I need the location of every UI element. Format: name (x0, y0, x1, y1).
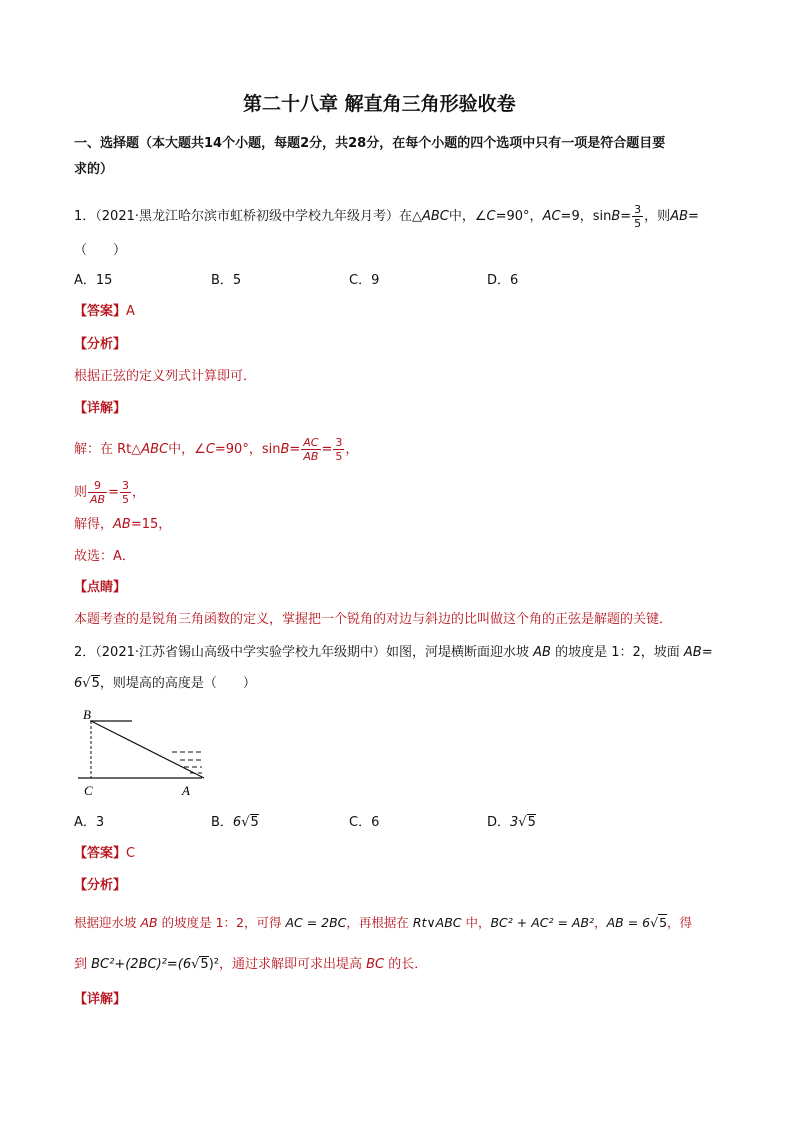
q1-option-c: C．9 (349, 273, 380, 288)
q2-option-a: A．3 (74, 815, 105, 830)
q1-detail-label: 【详解】 (74, 401, 127, 416)
answer-label: 【答案】 (74, 846, 127, 861)
q1-detail-line2: 则 $\frac{9}{AB}$ = $\frac{3}{5}$ ， (74, 479, 146, 506)
slope-line (91, 721, 204, 778)
q2-detail-label: 【详解】 (74, 992, 127, 1007)
q1-comment: 本题考查的是锐角三角函数的定义，掌握把一个锐角的对边与斜边的比叫做这个角的正弦是解题的关键． (74, 612, 673, 627)
q2-analysis-label: 【分析】 (74, 878, 127, 893)
q2-option-d: D．3√5 (487, 815, 536, 830)
q2-option-b: B．6√5 (211, 815, 259, 830)
q1-answer (74, 304, 135, 320)
q1-analysis: 根据正弦的定义列式计算即可． (74, 369, 257, 384)
section-header-cont: 求的） (74, 162, 114, 177)
q2-analysis-line1: 根据迎水坡 AB 的坡度是 1：2，可得 AC = 2BC，再根据在 Rt∨ABC 中，BC² + AC² = AB²，AB = 6√5，得 (74, 915, 693, 930)
label-a: A (182, 783, 190, 798)
q1-detail-line1: 解：在 Rt△ABC中，∠C=90°，sinB= $\frac{AC}{AB}$ = $\frac{3}{5}$ ， (74, 436, 359, 463)
q2-analysis-line2: 到 BC²+(2BC)²=(6√5)²，通过求解即可求出堤高 BC 的长． (74, 957, 428, 972)
embankment-figure (70, 705, 210, 800)
q2-number: 2． (74, 645, 96, 660)
q1-stem: 1．（2021·黑龙江哈尔滨市虹桥初级中学校九年级月考）在△ABC中，∠C=90°，AC=9，sinB= $\frac{3}{5}$ ，则AB= (74, 203, 699, 230)
q1-option-a: A．15 (74, 273, 113, 288)
q1-detail-line3: 解得，AB=15， (74, 517, 172, 532)
label-c: C (84, 783, 93, 798)
q1-blank: （ ） (74, 243, 127, 258)
label-b: B (83, 707, 91, 722)
section-header: 一、选择题（本大题共14个小题，每题2分，共28分，在每个小题的四个选项中只有一项是符合题目要 (74, 136, 666, 151)
q1-source: （2021·黑龙江哈尔滨市虹桥初级中学校九年级月考） (95, 209, 399, 224)
page-title: 第二十八章 解直角三角形验收卷 (243, 93, 516, 115)
answer-value: A (126, 304, 135, 319)
answer-value: C (126, 846, 136, 861)
q1-number: 1． (74, 209, 96, 224)
q1-option-b: B．5 (211, 273, 242, 288)
q1-analysis-label: 【分析】 (74, 337, 127, 352)
q1-fraction: $\frac{3}{5}$ (634, 203, 642, 230)
q1-comment-label: 【点睛】 (74, 580, 127, 595)
q2-answer (74, 846, 135, 862)
q2-option-c: C．6 (349, 815, 380, 830)
q2-stem-line2: 6√5，则堤高的高度是（ ） (74, 676, 256, 691)
q1-option-d: D．6 (487, 273, 519, 288)
q2-source: （2021·江苏省锡山高级中学实验学校九年级期中） (95, 645, 386, 660)
q1-detail-line4: 故选：A． (74, 549, 135, 564)
q2-stem: 2．（2021·江苏省锡山高级中学实验学校九年级期中）如图，河堤横断面迎水坡 AB 的坡度是 1：2，坡面 AB= (74, 645, 713, 660)
answer-label: 【答案】 (74, 304, 127, 319)
